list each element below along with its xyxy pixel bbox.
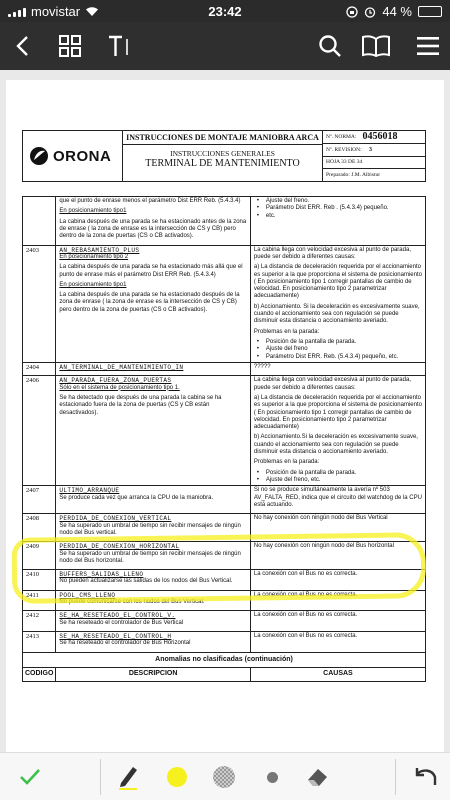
document-page [6, 80, 444, 752]
table-row [23, 376, 426, 486]
cause-bullet: • Ajuste del freno. [254, 198, 422, 205]
document-title: INSTRUCCIONES DE MONTAJE MANIOBRA ARCA [123, 131, 322, 145]
table-row [23, 590, 426, 611]
error-description-cell [56, 542, 250, 570]
error-name: AN_REBASAMIENTO_PLUS [59, 246, 140, 254]
cause-bullet: • Ajuste del freno, etc. [254, 477, 422, 484]
description-line: Se ha detectado que después de una parada la cabina se ha estacionado fuera de la zona de puertas (CS y CB están desactivados). [59, 394, 222, 416]
error-name: PERDIDA_DE_CONEXION_HORIZONTAL [59, 543, 180, 551]
error-description-cell [56, 514, 250, 542]
eraser-icon[interactable] [302, 761, 334, 793]
error-name: PERDIDA_DE_CONEXION_VERTICAL [59, 515, 172, 523]
table-row [23, 542, 426, 570]
error-cause-cell [250, 611, 425, 632]
error-name: SE_HA_RESETEADO_EL_CONTROL_H [59, 633, 172, 640]
document-subtitle: INSTRUCCIONES GENERALES [170, 149, 275, 158]
table-row [23, 632, 426, 653]
table-row [23, 486, 426, 514]
annotation-toolbar [0, 752, 450, 800]
checkmark-icon[interactable] [14, 761, 46, 793]
cause-line: No hay conexión con ningún nodo del Bus Vertical [253, 515, 388, 522]
document-section: TERMINAL DE MANTENIMIENTO [145, 158, 300, 169]
cause-line: Problemas en la parada: [253, 459, 320, 466]
description-line: La cabina después de una parada se ha estacionado más allá que el punto de enrase más el parámetro Dist ERR Reb. (5.4.3.4) [59, 264, 243, 278]
error-cause-cell [250, 590, 425, 611]
description-line: Se ha superado un umbral de tiempo sin recibir mensajes de ningún nodo del Bus vertical. [59, 522, 241, 536]
cause-bullet: • etc. [254, 213, 422, 220]
clock: 23:42 [208, 4, 242, 19]
prepared-by: Preparado: J.M. Albistur [326, 172, 381, 179]
error-code: 2411 [23, 590, 56, 611]
error-description-cell [56, 245, 250, 362]
description-line: Se ha superado un umbral de tiempo sin recibir mensajes de ningún nodo del Bus horizontal. [59, 550, 241, 564]
document-viewer[interactable] [0, 70, 450, 752]
description-line: Sólo en el sistema de posicionamiento tipo 1. [59, 384, 180, 391]
cause-line: a) La distancia de deceleración requerida por el accionamiento es superior a la que proporciona el sistema de posicionamiento ( En posicionamiento tipo 1 corregir pantallas de cambio de velocidad. En posicionamiento tipo 2 parametrizar adecuadamente) [253, 394, 422, 431]
battery-percent: 44 % [382, 4, 412, 19]
carrier-label: movistar [31, 4, 81, 19]
status-bar [0, 0, 450, 22]
page-count: HOJA 33 DE 34 [323, 157, 425, 170]
error-codes-table [22, 196, 426, 682]
error-name: SE_HA_RESETEADO_EL_CONTROL_V. [59, 612, 176, 620]
error-description-cell [56, 611, 250, 632]
cause-line: La cabina llega con velocidad excesiva al punto de parada, puede ser debido a diferentes causas: [253, 377, 411, 391]
error-cause-cell [250, 486, 425, 514]
column-header-description: DESCRIPCION [56, 668, 250, 682]
texture-swatch[interactable] [208, 761, 240, 793]
orona-logo-icon [29, 146, 49, 166]
description-line: En posicionamiento tipo1 [59, 281, 127, 288]
dot-size-icon[interactable] [256, 761, 288, 793]
cause-line: Problemas en la parada: [253, 328, 320, 335]
table-row [23, 362, 426, 375]
cause-bullet: • Ajuste del freno [254, 346, 422, 353]
cause-line: a) La distancia de deceleración requerida por el accionamiento es superior a la que proporciona el sistema de posicionamiento ( En posicionamiento tipo 1 corregir pantallas de cambio de velocidad. En posicionamiento tipo 2 parametrizar adecuadamente) [253, 264, 422, 300]
description-line: que el punto de enrase menos el parámetro Dist ERR Reb. (5.4.3.4) [59, 198, 241, 204]
error-cause-cell [250, 632, 425, 653]
error-cause-cell [250, 570, 425, 591]
reader-toolbar [0, 22, 450, 70]
error-code: 2408 [23, 514, 56, 542]
error-name: POOL_CMS_LLENO [59, 591, 116, 599]
error-description-cell [56, 197, 250, 246]
error-code: 2413 [23, 632, 56, 653]
error-cause-cell [250, 514, 425, 542]
error-code [23, 197, 56, 246]
more-icon[interactable] [412, 30, 444, 62]
description-line: No pueden actualizarse las salidas de los nodos del Bus Vertical. [59, 578, 233, 585]
cause-line: La cabina llega con velocidad excesiva al punto de parada, puede ser debido a diferentes causas: [253, 246, 411, 260]
toolbar-divider [100, 759, 101, 795]
table-row [23, 570, 426, 591]
cause-line: La conexión con el Bus no es correcta. [253, 591, 358, 598]
error-code: 2406 [23, 376, 56, 486]
logo-text: ORONA [53, 147, 112, 165]
error-code: 2403 [23, 245, 56, 362]
cause-bullet: • Parámetro Dist ERR. Reb . (5.4.3.4) pequeño. [254, 205, 422, 212]
toolbar-divider [395, 759, 396, 795]
error-code: 2409 [23, 542, 56, 570]
orona-logo [23, 131, 123, 181]
alarm-icon [364, 6, 376, 18]
cause-bullet: • Posición de la pantalla de parada. [254, 339, 422, 346]
lock-rotation-icon [346, 6, 358, 18]
error-name: ULTIMO_ARRANQUE [59, 487, 120, 495]
description-line: No puede comunicarse con los nodos del Bus Vertical. [59, 599, 205, 606]
section-title: Anomalias no clasificadas (continuación) [23, 652, 426, 668]
description-line: En posicionamiento tipo1 [59, 208, 127, 215]
error-name: AN_TERMINAL_DE_MANTENIMIENTO_IN [59, 363, 184, 371]
revision-label: Nº. REVISION: [326, 146, 362, 153]
table-row [23, 611, 426, 632]
error-description-cell [56, 362, 250, 375]
undo-icon[interactable] [410, 761, 442, 793]
yellow-color-swatch[interactable] [161, 761, 193, 793]
table-row [23, 514, 426, 542]
error-cause-cell [250, 376, 425, 486]
pencil-icon[interactable] [112, 761, 144, 793]
error-code: 2407 [23, 486, 56, 514]
cause-line: La conexión con el Bus no es correcta. [253, 633, 358, 639]
norma-label: Nº. NORMA: [326, 133, 357, 140]
cause-line: b) Accionamiento.Si la deceleración es excesivamente suave, cuando el accionamiento sea con regulación se puede disminuir esta distancia o accionamiento averiado. [253, 434, 418, 456]
battery-icon [418, 6, 442, 17]
document-header [22, 130, 426, 182]
error-cause-cell [250, 362, 425, 375]
norma-value: 0456018 [362, 131, 398, 143]
error-description-cell [56, 376, 250, 486]
column-header-code: CODIGO [23, 668, 56, 682]
error-code: 2412 [23, 611, 56, 632]
description-line: Se ha reseteado el controlador de Bus Horizontal [59, 640, 191, 647]
back-icon[interactable] [6, 30, 38, 62]
table-row [23, 197, 426, 246]
revision-value: 3 [369, 146, 372, 153]
document-meta [323, 131, 425, 181]
cause-line: b) Accionamiento. Si la deceleración es excesivamente suave, cuando el accionamiento sea con regulación se puede disminuir esta distancia o accionamiento averiado. [253, 303, 420, 325]
error-cause-cell [250, 197, 425, 246]
grid-icon[interactable] [54, 30, 86, 62]
error-code: 2410 [23, 570, 56, 591]
description-line: En posicionamiento tipo 2 [59, 253, 129, 260]
cause-line: No hay conexión con ningún nodo del Bus horizontal [253, 543, 394, 550]
book-icon[interactable] [360, 30, 392, 62]
description-line: La cabina después de una parada se ha estacionado antes de la zona de enrase ( la zona de enrase es la intersección de CS y CB) pero dentro de la zona de puertas (CS o CB activados). [59, 218, 247, 240]
text-cursor-icon[interactable] [104, 30, 136, 62]
error-description-cell [56, 632, 250, 653]
cause-line: ????? [253, 363, 271, 370]
cause-bullet: • Parámetro Dist ERR. Reb. (5.4.3.4) pequeño, etc. [254, 354, 422, 361]
cause-line: Si no se produce simultáneamente la avería nº 503 AV_FALTA_RED, indica que el circuito del watchdog de la CPU está actuando. [253, 487, 422, 508]
search-icon[interactable] [314, 30, 346, 62]
cause-bullet: • Posición de la pantalla de parada. [254, 470, 422, 477]
error-code: 2404 [23, 362, 56, 375]
description-line: La cabina después de una parada se ha estacionado después de la zona de enrase ( la zona de enrase es la intersección de CS y CB) pero dentro de la zona de puertas (CS o CB activados). [59, 292, 240, 313]
error-description-cell [56, 570, 250, 591]
cause-line: La conexión con el Bus no es correcta. [253, 571, 358, 578]
description-line: Se ha reseteado el controlador de Bus Vertical [59, 619, 184, 626]
error-cause-cell [250, 542, 425, 570]
error-name: AN_PARADA_FUERA_ZONA_PUERTAS [59, 377, 172, 385]
cause-line: La conexión con el Bus no es correcta. [253, 612, 358, 619]
error-description-cell [56, 486, 250, 514]
error-name: BUFFERS_SALIDAS_LLENO [59, 571, 144, 579]
column-header-causes: CAUSAS [250, 668, 425, 682]
table-row [23, 245, 426, 362]
description-line: Se produce cada vez que arranca la CPU de la maniobra. [59, 494, 214, 501]
error-description-cell [56, 590, 250, 611]
error-cause-cell [250, 245, 425, 362]
